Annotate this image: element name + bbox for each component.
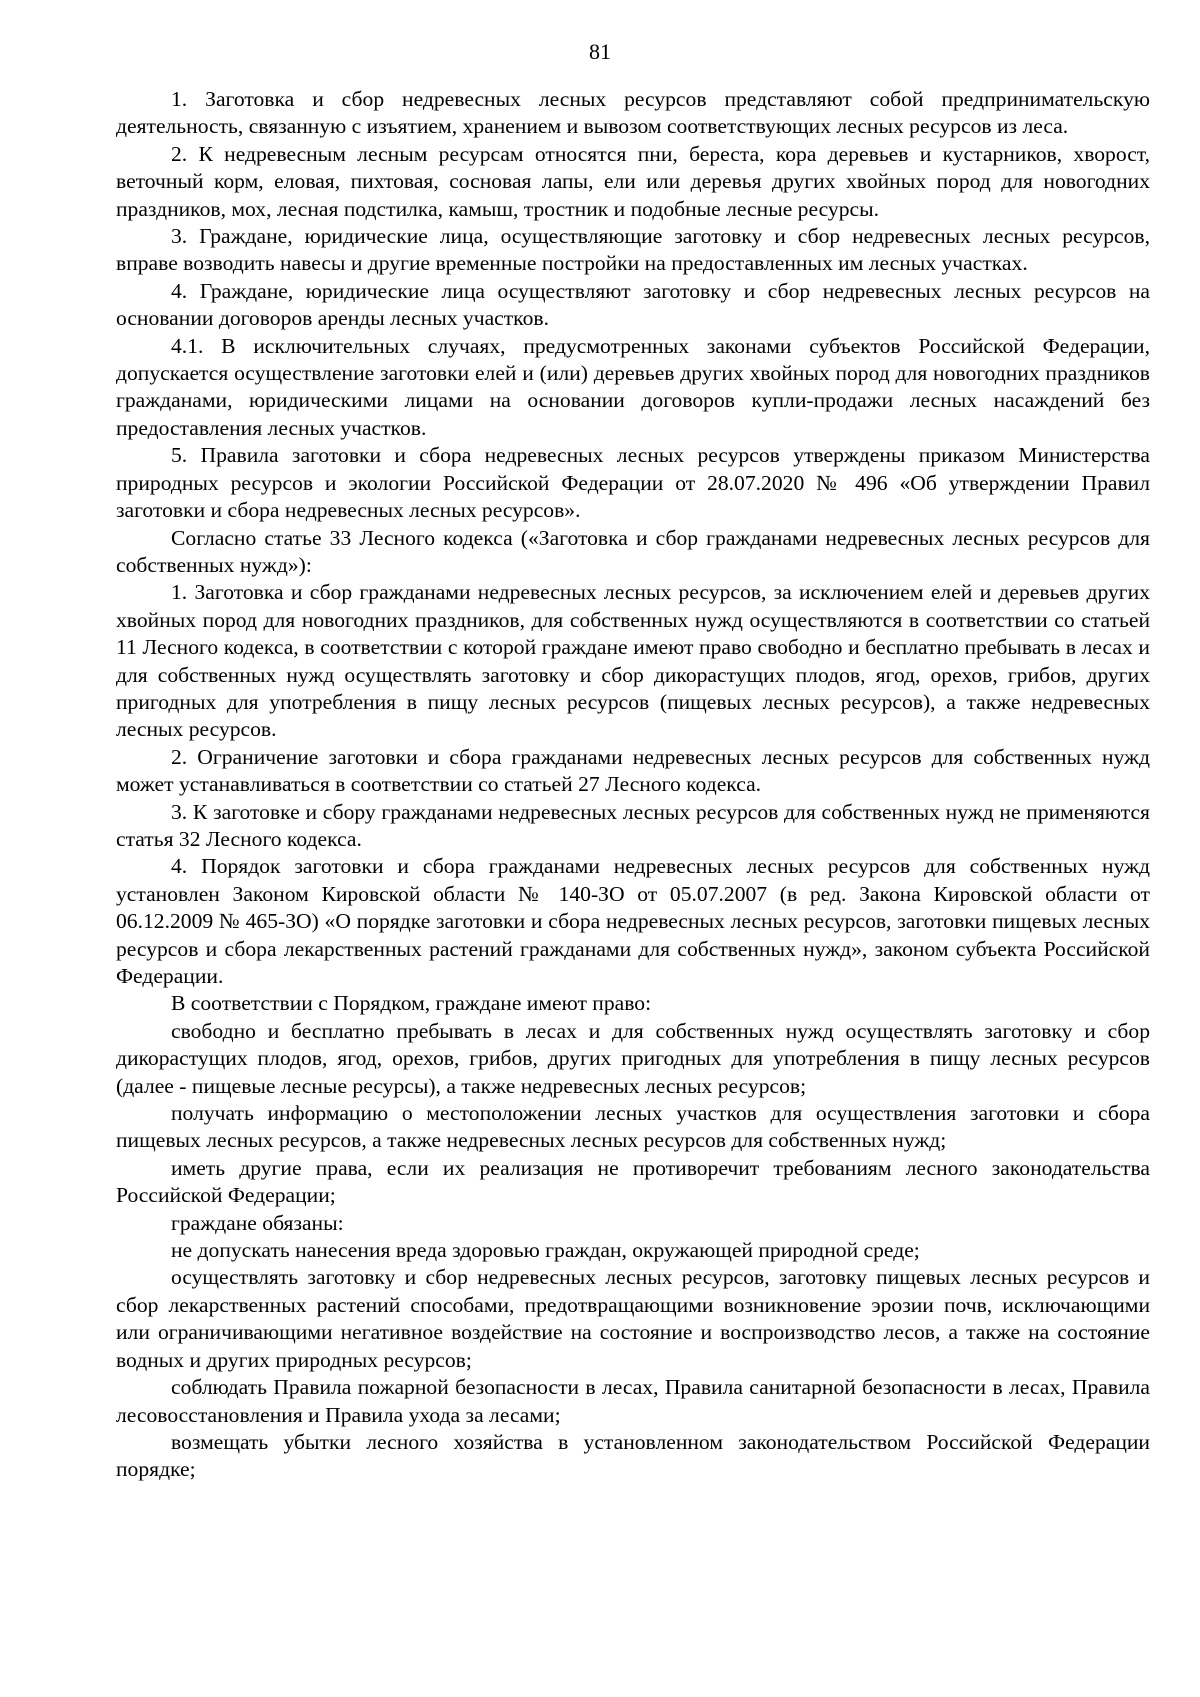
paragraph-5: 4.1. В исключительных случаях, предусмотренных законами субъектов Российской Федерации, допускается осуществление заготовки елей и (или) деревьев других хвойных пород для новогодних праздников гражданами, юридическими лицами на основании договоров купли-продажи лесных насаждений без предоставления лесных участков. — [116, 333, 1150, 440]
paragraph-12: В соответствии с Порядком, граждане имеют право: — [171, 991, 652, 1016]
paragraph-18: осуществлять заготовку и сбор недревесных лесных ресурсов, заготовку пищевых лесных ресурсов и сбор лекарственных растений способами, предотвращающими возникновение эрозии почв, исключающими или ограничивающими негативное воздействие на состояние и воспроизводство лесов, а также на состояние водных и других природных ресурсов; — [116, 1265, 1150, 1372]
paragraph-3: 3. Граждане, юридические лица, осуществляющие заготовку и сбор недревесных лесных ресурсов, вправе возводить навесы и другие временные постройки на предоставленных им лесных участках. — [116, 224, 1150, 276]
paragraph-8: 1. Заготовка и сбор гражданами недревесных лесных ресурсов, за исключением елей и деревьев других хвойных пород для новогодних праздников, для собственных нужд осуществляются в соответствии со статьей 11 Лесного кодекса, в соответствии с которой граждане имеют право свободно и бесплатно пребывать в лесах и для собственных нужд осуществлять заготовку и сбор дикорастущих плодов, ягод, орехов, грибов, других пригодных для употребления в пищу лесных ресурсов (пищевых лесных ресурсов), а также недревесных лесных ресурсов. — [116, 580, 1150, 742]
paragraph-4: 4. Граждане, юридические лица осуществляют заготовку и сбор недревесных лесных ресурсов на основании договоров аренды лесных участков. — [116, 278, 1150, 331]
paragraph-14: получать информацию о местоположении лесных участков для осуществления заготовки и сбора пищевых лесных ресурсов, а также недревесных лесных ресурсов для собственных нужд; — [116, 1101, 1150, 1153]
paragraph-13: свободно и бесплатно пребывать в лесах и для собственных нужд осуществлять заготовку и сбор дикорастущих плодов, ягод, орехов, грибов, других пригодных для употребления в пищу лесных ресурсов (далее - пищевые лесные ресурсы), а также недревесных лесных ресурсов; — [116, 1018, 1150, 1098]
paragraph-19: соблюдать Правила пожарной безопасности в лесах, Правила санитарной безопасности в лесах, Правила лесовосстановления и Правила ухода за лесами; — [116, 1375, 1150, 1427]
document-body — [116, 86, 1150, 1484]
page-number: 81 — [589, 39, 611, 64]
paragraph-11: 4. Порядок заготовки и сбора гражданами недревесных лесных ресурсов для собственных нужд установлен Законом Кировской области № 140-ЗО от 05.07.2007 (в ред. Закона Кировской области от 06.12.2009 № 465-ЗО) «О порядке заготовки и сбора недревесных лесных ресурсов, заготовки пищевых лесных ресурсов и сбора лекарственных растений гражданами для собственных нужд», законом субъекта Российской Федерации. — [116, 854, 1150, 988]
paragraph-7: Согласно статье 33 Лесного кодекса («Заготовка и сбор гражданами недревесных лесных ресурсов для собственных нужд»): — [116, 525, 1150, 577]
paragraph-6: 5. Правила заготовки и сбора недревесных лесных ресурсов утверждены приказом Министерства природных ресурсов и экологии Российской Федерации от 28.07.2020 № 496 «Об утверждении Правил заготовки и сбора недревесных лесных ресурсов». — [116, 443, 1150, 523]
paragraph-17: не допускать нанесения вреда здоровью граждан, окружающей природной среде; — [171, 1238, 920, 1263]
paragraph-2: 2. К недревесным лесным ресурсам относятся пни, береста, кора деревьев и кустарников, хворост, веточный корм, еловая, пихтовая, сосновая лапы, ели или деревья других хвойных пород для новогодних праздников, мох, лесная подстилка, камыш, тростник и подобные лесные ресурсы. — [116, 141, 1150, 221]
paragraph-10: 3. К заготовке и сбору гражданами недревесных лесных ресурсов для собственных нужд не применяются статья 32 Лесного кодекса. — [116, 799, 1150, 851]
paragraph-15: иметь другие права, если их реализация не противоречит требованиям лесного законодательства Российской Федерации; — [116, 1155, 1150, 1208]
paragraph-20: возмещать убытки лесного хозяйства в установленном законодательством Российской Федерации порядке; — [116, 1429, 1150, 1482]
paragraph-9: 2. Ограничение заготовки и сбора гражданами недревесных лесных ресурсов для собственных нужд может устанавливаться в соответствии со статьей 27 Лесного кодекса. — [116, 744, 1150, 797]
paragraph-16: граждане обязаны: — [171, 1210, 344, 1235]
paragraph-1: 1. Заготовка и сбор недревесных лесных ресурсов представляют собой предпринимательскую деятельность, связанную с изъятием, хранением и вывозом соответствующих лесных ресурсов из леса. — [116, 87, 1150, 139]
